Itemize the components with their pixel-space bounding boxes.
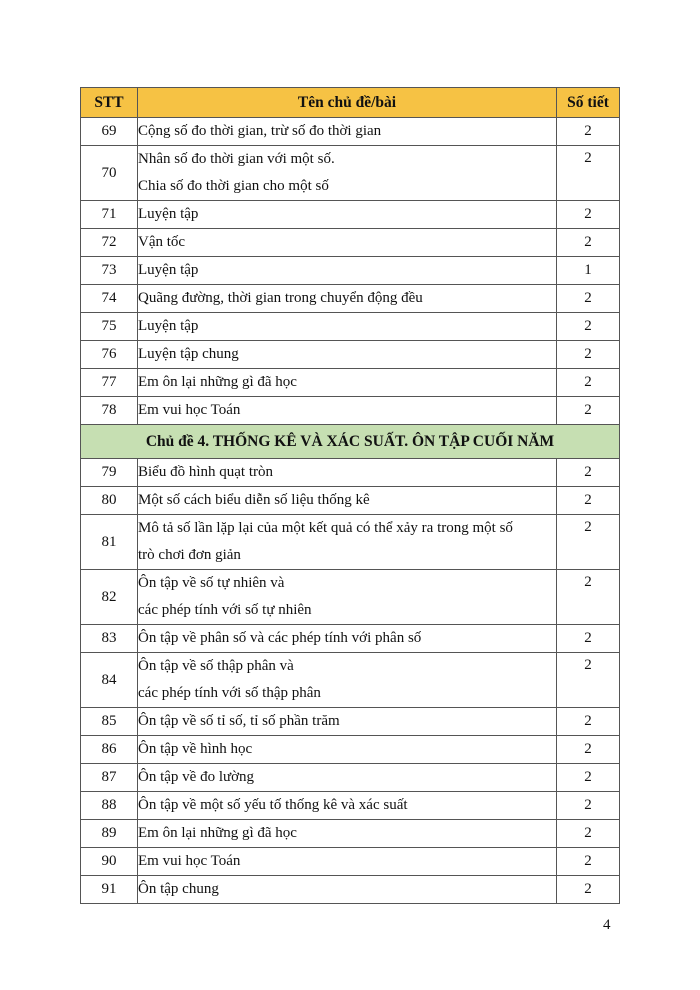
period-count: 2	[557, 118, 620, 146]
lesson-name-line: Ôn tập về số thập phân và	[138, 658, 294, 674]
table-row	[81, 653, 620, 708]
section-title: Chủ đề 4. THỐNG KÊ VÀ XÁC SUẤT. ÔN TẬP CUỐI NĂM	[81, 425, 620, 459]
lesson-name	[138, 792, 557, 820]
period-count: 1	[557, 257, 620, 285]
lesson-name	[138, 201, 557, 229]
lesson-name-line: Quãng đường, thời gian trong chuyển động đều	[138, 290, 423, 306]
lesson-name-line: các phép tính với số thập phân	[138, 685, 321, 701]
lesson-name-line: Luyện tập	[138, 262, 199, 278]
lesson-name-line: Luyện tập chung	[138, 346, 239, 362]
lesson-name-line: Em ôn lại những gì đã học	[138, 825, 297, 841]
header-stt: STT	[81, 88, 138, 118]
period-count: 2	[557, 313, 620, 341]
header-row	[81, 88, 620, 118]
period-count: 2	[557, 515, 620, 570]
period-count: 2	[557, 459, 620, 487]
table-row	[81, 369, 620, 397]
table-row	[81, 313, 620, 341]
lesson-name-line: Em ôn lại những gì đã học	[138, 374, 297, 390]
table-row	[81, 625, 620, 653]
lesson-name-line: Luyện tập	[138, 318, 199, 334]
row-number: 79	[81, 459, 138, 487]
table-row	[81, 341, 620, 369]
row-number: 86	[81, 736, 138, 764]
lesson-name	[138, 146, 557, 201]
period-count: 2	[557, 625, 620, 653]
lesson-name	[138, 708, 557, 736]
period-count: 2	[557, 341, 620, 369]
row-number: 72	[81, 229, 138, 257]
row-number: 81	[81, 515, 138, 570]
table-row	[81, 736, 620, 764]
lesson-name	[138, 515, 557, 570]
row-number: 70	[81, 146, 138, 201]
table-row	[81, 229, 620, 257]
table-row	[81, 397, 620, 425]
lesson-name-line: Luyện tập	[138, 206, 199, 222]
lesson-name-line: Ôn tập về đo lường	[138, 769, 255, 785]
lesson-name-line: Ôn tập về hình học	[138, 741, 253, 757]
lesson-name-line: Em vui học Toán	[138, 853, 241, 869]
table-row	[81, 820, 620, 848]
header-periods: Số tiết	[557, 88, 620, 118]
lesson-name	[138, 313, 557, 341]
row-number: 87	[81, 764, 138, 792]
lesson-name-line: Một số cách biểu diễn số liệu thống kê	[138, 492, 370, 508]
lesson-name	[138, 848, 557, 876]
table-row	[81, 876, 620, 904]
row-number: 75	[81, 313, 138, 341]
period-count: 2	[557, 397, 620, 425]
row-number: 85	[81, 708, 138, 736]
lesson-name	[138, 876, 557, 904]
lesson-name-line: các phép tính với số tự nhiên	[138, 602, 312, 618]
lesson-name-line: Ôn tập về số tỉ số, tỉ số phần trăm	[138, 713, 340, 729]
period-count: 2	[557, 736, 620, 764]
table-row	[81, 459, 620, 487]
page-number: 4	[603, 917, 611, 933]
curriculum-table	[80, 87, 620, 904]
period-count: 2	[557, 848, 620, 876]
period-count: 2	[557, 369, 620, 397]
lesson-name-line: Chia số đo thời gian cho một số	[138, 178, 329, 194]
lesson-name	[138, 653, 557, 708]
period-count: 2	[557, 570, 620, 625]
period-count: 2	[557, 764, 620, 792]
lesson-name	[138, 369, 557, 397]
period-count: 2	[557, 792, 620, 820]
table-header	[81, 88, 620, 118]
lesson-name	[138, 459, 557, 487]
section-row	[81, 425, 620, 459]
period-count: 2	[557, 229, 620, 257]
period-count: 2	[557, 876, 620, 904]
lesson-name-line: trò chơi đơn giản	[138, 547, 241, 563]
lesson-name	[138, 118, 557, 146]
row-number: 84	[81, 653, 138, 708]
lesson-name	[138, 736, 557, 764]
table-row	[81, 764, 620, 792]
row-number: 88	[81, 792, 138, 820]
row-number: 74	[81, 285, 138, 313]
period-count: 2	[557, 201, 620, 229]
header-lesson-name: Tên chủ đề/bài	[138, 88, 557, 118]
table-row	[81, 201, 620, 229]
lesson-name	[138, 229, 557, 257]
table-row	[81, 487, 620, 515]
table-row	[81, 146, 620, 201]
row-number: 69	[81, 118, 138, 146]
lesson-name-line: Mô tả số lần lặp lại của một kết quả có thể xảy ra trong một số	[138, 520, 513, 536]
row-number: 83	[81, 625, 138, 653]
lesson-name	[138, 341, 557, 369]
lesson-name-line: Ôn tập chung	[138, 881, 219, 897]
row-number: 90	[81, 848, 138, 876]
period-count: 2	[557, 708, 620, 736]
table-row	[81, 515, 620, 570]
row-number: 76	[81, 341, 138, 369]
row-number: 80	[81, 487, 138, 515]
lesson-name-line: Cộng số đo thời gian, trừ số đo thời gian	[138, 123, 382, 139]
row-number: 78	[81, 397, 138, 425]
table-row	[81, 118, 620, 146]
table-row	[81, 792, 620, 820]
table-body	[81, 118, 620, 904]
period-count: 2	[557, 285, 620, 313]
lesson-name-line: Nhân số đo thời gian với một số.	[138, 151, 335, 167]
row-number: 73	[81, 257, 138, 285]
lesson-name-line: Biểu đồ hình quạt tròn	[138, 464, 273, 480]
lesson-name-line: Vận tốc	[138, 234, 186, 250]
lesson-name	[138, 625, 557, 653]
lesson-name-line: Ôn tập về phân số và các phép tính với phân số	[138, 630, 422, 646]
lesson-name-line: Em vui học Toán	[138, 402, 241, 418]
lesson-name	[138, 820, 557, 848]
lesson-name-line: Ôn tập về số tự nhiên và	[138, 575, 285, 591]
lesson-name	[138, 285, 557, 313]
row-number: 89	[81, 820, 138, 848]
row-number: 71	[81, 201, 138, 229]
table-row	[81, 570, 620, 625]
table-row	[81, 708, 620, 736]
table-row	[81, 285, 620, 313]
period-count: 2	[557, 820, 620, 848]
row-number: 91	[81, 876, 138, 904]
lesson-name	[138, 764, 557, 792]
period-count: 2	[557, 653, 620, 708]
lesson-name	[138, 487, 557, 515]
table-row	[81, 848, 620, 876]
lesson-name	[138, 397, 557, 425]
row-number: 82	[81, 570, 138, 625]
table-row	[81, 257, 620, 285]
row-number: 77	[81, 369, 138, 397]
lesson-name-line: Ôn tập về một số yếu tố thống kê và xác suất	[138, 797, 408, 813]
period-count: 2	[557, 146, 620, 201]
lesson-name	[138, 570, 557, 625]
period-count: 2	[557, 487, 620, 515]
lesson-name	[138, 257, 557, 285]
